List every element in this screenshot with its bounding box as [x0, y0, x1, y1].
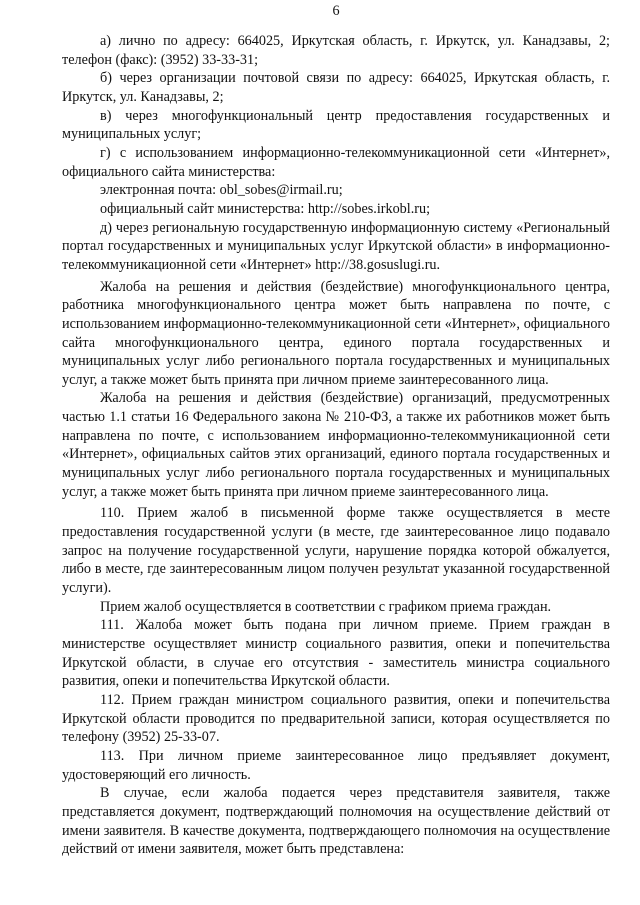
- paragraph-representative: В случае, если жалоба подается через представителя заявителя, также представляется документ, подтверждающий полномочия на осуществление действий от имени заявителя. В качестве документа, подтверждающего полномочия на осуществление действий от имени заявителя, может быть представлена:: [62, 785, 610, 858]
- paragraph-111: 111. Жалоба может быть подана при личном приеме. Прием граждан в министерстве осуществляет министр социального развития, опеки и попечительства Иркутской области, в случае его отсутствия - заместитель министра социального развития, опеки и попечительства Иркутской области.: [62, 617, 610, 690]
- paragraph-item-a: а) лично по адресу: 664025, Иркутская область, г. Иркутск, ул. Канадзавы, 2; телефон (факс): (3952) 33-33-31;: [62, 33, 610, 68]
- paragraph-113: 113. При личном приеме заинтересованное лицо предъявляет документ, удостоверяющий его личность.: [62, 747, 610, 783]
- paragraph-item-b: б) через организации почтовой связи по адресу: 664025, Иркутская область, г. Иркутск, ул. Канадзавы, 2;: [62, 70, 610, 105]
- email-line: электронная почта: obl_sobes@irmail.ru;: [100, 182, 343, 199]
- paragraph-mfc-complaint: Жалоба на решения и действия (бездействие) многофункционального центра, работника многофункционального центра может быть направлена по почте, с использованием информационно-телекоммуникационной сети «Интернет», официального сайта многофункционального центра, единого портала государственных и муниципальных услуг либо регионального портала государственных и муниципальных услуг, а также может быть принята при личном приеме заинтересованного лица.: [62, 278, 610, 388]
- paragraph-110: 110. Прием жалоб в письменной форме также осуществляется в месте предоставления государственной услуги (в месте, где заинтересованное лицо подавало запрос на получение государственной услуги, нарушение порядка которой обжалуется, либо в месте, где заинтересованным лицом получен результат указанной государственной услуги).: [62, 505, 610, 597]
- page-number: 6: [332, 3, 340, 19]
- paragraph-schedule: Прием жалоб осуществляется в соответствии с графиком приема граждан.: [100, 598, 552, 615]
- paragraph-112: 112. Прием граждан министром социального развития, опеки и попечительства Иркутской области проводится по предварительной записи, которая осуществляется по телефону (3952) 25-33-07.: [62, 691, 610, 746]
- paragraph-organizations-complaint: Жалоба на решения и действия (бездействие) организаций, предусмотренных частью 1.1 статьи 16 Федерального закона № 210-ФЗ, а также их работников может быть направлена по почте, с использованием информационно-телекоммуникационной сети «Интернет», официальных сайтов этих организаций, единого портала государственных и муниципальных услуг либо регионального портала государственных и муниципальных услуг, а также может быть принята при личном приеме заинтересованного лица.: [62, 390, 610, 500]
- website-line: официальный сайт министерства: http://sobes.irkobl.ru;: [100, 200, 431, 217]
- paragraph-item-d: д) через региональную государственную информационную систему «Региональный портал государственных и муниципальных услуг Иркутской области» в информационно-телекоммуникационной сети «Интернет» http://38.gosuslugi.ru.: [62, 219, 610, 273]
- paragraph-item-v: в) через многофункциональный центр предоставления государственных и муниципальных услуг;: [62, 107, 610, 143]
- paragraph-item-g: г) с использованием информационно-телекоммуникационной сети «Интернет», официального сайта министерства:: [62, 144, 610, 180]
